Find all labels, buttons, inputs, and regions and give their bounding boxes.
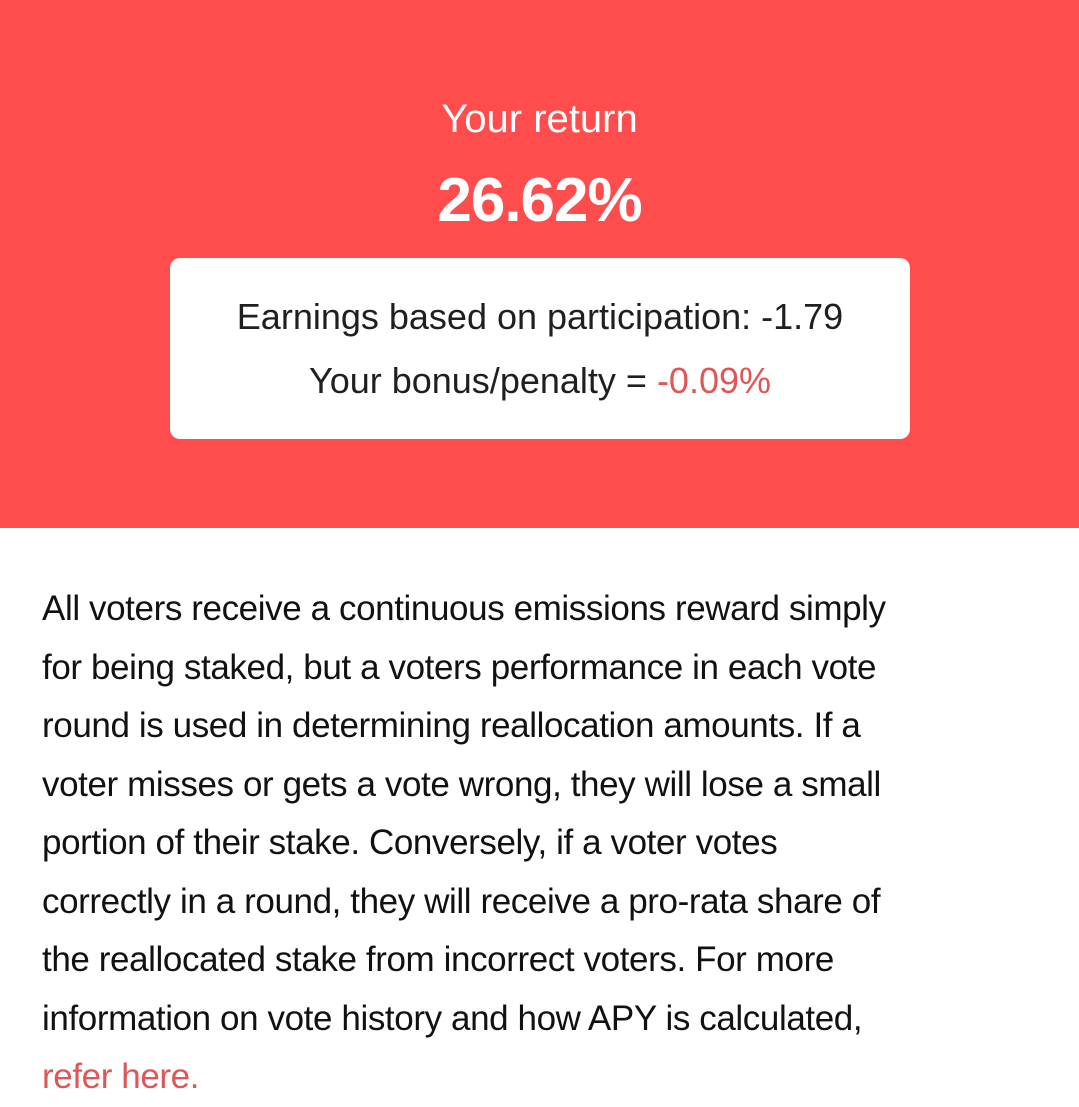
- explanation-paragraph: [42, 580, 1042, 1107]
- explanation-line: information on vote history and how APY is calculated,: [42, 998, 863, 1038]
- bonus-value: -0.09%: [656, 360, 772, 401]
- earnings-details-card: [170, 258, 910, 439]
- return-summary-banner: [0, 0, 1079, 528]
- earnings-line: [170, 295, 910, 339]
- explanation-line: portion of their stake. Conversely, if a voter votes: [42, 823, 778, 862]
- explanation-line: for being staked, but a voters performance in each vote: [42, 647, 877, 687]
- explanation-line: correctly in a round, they will receive a pro-rata share of: [42, 881, 881, 921]
- return-label: Your return: [441, 97, 638, 141]
- refer-here-link[interactable]: refer here.: [42, 1057, 200, 1096]
- bonus-label: Your bonus/penalty =: [308, 360, 657, 401]
- explanation-line: the reallocated stake from incorrect voters. For more: [42, 940, 834, 979]
- earnings-label: Earnings based on participation:: [236, 296, 762, 337]
- explanation-line: voter misses or gets a vote wrong, they will lose a small: [42, 764, 881, 804]
- explanation-line: round is used in determining reallocation amounts. If a: [42, 706, 861, 745]
- bonus-line: [170, 359, 910, 403]
- return-value: 26.62%: [437, 166, 642, 235]
- explanation-line: All voters receive a continuous emissions reward simply: [42, 589, 886, 628]
- earnings-value: -1.79: [761, 296, 844, 337]
